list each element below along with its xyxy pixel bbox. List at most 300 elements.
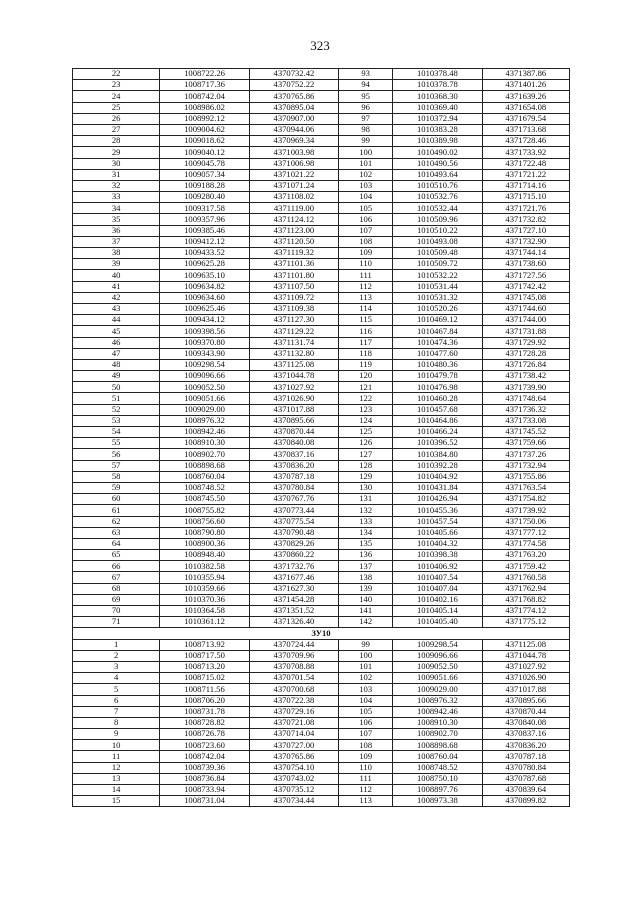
- table-row: [73, 751, 570, 762]
- table-cell: 4371119.32: [249, 248, 338, 259]
- table-cell: 4371732.94: [482, 460, 569, 471]
- table-cell: 4371003.98: [249, 147, 338, 158]
- table-cell: 118: [339, 348, 393, 359]
- table-cell: 115: [339, 315, 393, 326]
- table-cell: 1008739.36: [160, 762, 249, 773]
- table-cell: 42: [73, 292, 160, 303]
- table-cell: 107: [339, 225, 393, 236]
- table-cell: 4370714.04: [249, 729, 338, 740]
- table-cell: 130: [339, 482, 393, 493]
- table-row: [73, 303, 570, 314]
- table-cell: 4370839.64: [482, 785, 569, 796]
- table-cell: 4371744.60: [482, 303, 569, 314]
- table-cell: 1008898.68: [393, 740, 482, 751]
- table-row: [73, 661, 570, 672]
- table-cell: 113: [339, 796, 393, 807]
- table-cell: 51: [73, 393, 160, 404]
- table-cell: 30: [73, 158, 160, 169]
- table-cell: 1: [73, 639, 160, 650]
- table-cell: 71: [73, 617, 160, 628]
- table-cell: 1008976.32: [393, 695, 482, 706]
- table-cell: 4371044.78: [249, 371, 338, 382]
- table-cell: 1008723.60: [160, 740, 249, 751]
- table-cell: 137: [339, 561, 393, 572]
- table-cell: 4370895.66: [249, 415, 338, 426]
- table-cell: 1010490.56: [393, 158, 482, 169]
- table-cell: 4371738.60: [482, 259, 569, 270]
- table-row: [73, 147, 570, 158]
- table-cell: 1009634.60: [160, 292, 249, 303]
- table-cell: 48: [73, 359, 160, 370]
- table-cell: 10: [73, 740, 160, 751]
- table-cell: 1008726.78: [160, 729, 249, 740]
- table-cell: 1010477.60: [393, 348, 482, 359]
- table-cell: 1010382.58: [160, 561, 249, 572]
- table-cell: 4371101.36: [249, 259, 338, 270]
- table-cell: 1009343.90: [160, 348, 249, 359]
- table-cell: 128: [339, 460, 393, 471]
- table-row: [73, 583, 570, 594]
- table-cell: 106: [339, 214, 393, 225]
- table-cell: 4370700.68: [249, 684, 338, 695]
- table-cell: 4371750.06: [482, 516, 569, 527]
- table-cell: 1010460.28: [393, 393, 482, 404]
- table-cell: 1008755.82: [160, 505, 249, 516]
- table-cell: 116: [339, 326, 393, 337]
- table-cell: 4371715.10: [482, 192, 569, 203]
- table-cell: 4371027.92: [249, 382, 338, 393]
- section-title: ЗУ10: [73, 628, 570, 639]
- table-cell: 1009018.62: [160, 136, 249, 147]
- table-cell: 55: [73, 438, 160, 449]
- table-cell: 1008790.80: [160, 527, 249, 538]
- table-cell: 1010467.84: [393, 326, 482, 337]
- table-cell: 109: [339, 751, 393, 762]
- table-cell: 1008750.10: [393, 773, 482, 784]
- table-cell: 1009434.12: [160, 315, 249, 326]
- table-cell: 104: [339, 695, 393, 706]
- table-cell: 1009412.12: [160, 236, 249, 247]
- table-cell: 1008711.56: [160, 684, 249, 695]
- table-cell: 4371775.12: [482, 617, 569, 628]
- table-cell: 4370765.86: [249, 751, 338, 762]
- table-cell: 1008745.50: [160, 494, 249, 505]
- table-cell: 113: [339, 292, 393, 303]
- table-cell: 140: [339, 594, 393, 605]
- table-cell: 69: [73, 594, 160, 605]
- table-cell: 4371744.14: [482, 248, 569, 259]
- table-cell: 1010464.86: [393, 415, 482, 426]
- table-cell: 4371006.98: [249, 158, 338, 169]
- table-row: [73, 102, 570, 113]
- table-cell: 1008736.84: [160, 773, 249, 784]
- table-cell: 27: [73, 124, 160, 135]
- table-cell: 4371326.40: [249, 617, 338, 628]
- table-cell: 22: [73, 69, 160, 80]
- table-cell: 1010510.76: [393, 180, 482, 191]
- table-cell: 121: [339, 382, 393, 393]
- table-cell: 4371763.54: [482, 482, 569, 493]
- table-row: [73, 270, 570, 281]
- table-cell: 126: [339, 438, 393, 449]
- table-cell: 1010520.26: [393, 303, 482, 314]
- table-cell: 12: [73, 762, 160, 773]
- table-cell: 4370944.06: [249, 124, 338, 135]
- table-cell: 4370907.00: [249, 113, 338, 124]
- table-row: [73, 673, 570, 684]
- table-row: [73, 717, 570, 728]
- table-cell: 134: [339, 527, 393, 538]
- table-cell: 122: [339, 393, 393, 404]
- table-cell: 106: [339, 717, 393, 728]
- table-cell: 40: [73, 270, 160, 281]
- table-cell: 46: [73, 337, 160, 348]
- table-cell: 4371454.28: [249, 594, 338, 605]
- table-cell: 25: [73, 102, 160, 113]
- table-cell: 59: [73, 482, 160, 493]
- table-row: [73, 639, 570, 650]
- table-cell: 52: [73, 404, 160, 415]
- table-cell: 4371739.92: [482, 505, 569, 516]
- table-cell: 100: [339, 650, 393, 661]
- table-cell: 1009398.56: [160, 326, 249, 337]
- table-cell: 43: [73, 303, 160, 314]
- table-row: [73, 337, 570, 348]
- table-cell: 94: [339, 80, 393, 91]
- table-row: [73, 203, 570, 214]
- table-row: [73, 415, 570, 426]
- table-cell: 68: [73, 583, 160, 594]
- table-cell: 1008898.68: [160, 460, 249, 471]
- table-cell: 4371733.92: [482, 147, 569, 158]
- table-cell: 63: [73, 527, 160, 538]
- coordinates-table: [72, 68, 570, 807]
- table-cell: 1010509.48: [393, 248, 482, 259]
- table-cell: 1009634.82: [160, 281, 249, 292]
- table-cell: 4371026.90: [249, 393, 338, 404]
- table-cell: 1008973.38: [393, 796, 482, 807]
- table-cell: 4370837.16: [482, 729, 569, 740]
- table-cell: 1010389.98: [393, 136, 482, 147]
- table-cell: 1008733.94: [160, 785, 249, 796]
- table-row: [73, 192, 570, 203]
- table-row: [73, 785, 570, 796]
- table-cell: 4370836.20: [482, 740, 569, 751]
- table-cell: 1010426.94: [393, 494, 482, 505]
- table-cell: 96: [339, 102, 393, 113]
- table-cell: 108: [339, 740, 393, 751]
- table-cell: 1008742.04: [160, 751, 249, 762]
- table-cell: 119: [339, 359, 393, 370]
- table-row: [73, 706, 570, 717]
- table-cell: 4371727.56: [482, 270, 569, 281]
- table-cell: 70: [73, 606, 160, 617]
- table-cell: 35: [73, 214, 160, 225]
- table-cell: 1009188.28: [160, 180, 249, 191]
- table-cell: 138: [339, 572, 393, 583]
- table-cell: 1010355.94: [160, 572, 249, 583]
- section-header-row: [73, 628, 570, 639]
- table-row: [73, 427, 570, 438]
- table-cell: 1008992.12: [160, 113, 249, 124]
- table-cell: 56: [73, 449, 160, 460]
- table-cell: 1008760.04: [160, 471, 249, 482]
- table-row: [73, 729, 570, 740]
- table-cell: 1008713.20: [160, 661, 249, 672]
- table-cell: 125: [339, 427, 393, 438]
- table-cell: 4371726.84: [482, 359, 569, 370]
- table-row: [73, 281, 570, 292]
- table-cell: 4371768.82: [482, 594, 569, 605]
- table-row: [73, 449, 570, 460]
- table-row: [73, 359, 570, 370]
- table-cell: 4370754.10: [249, 762, 338, 773]
- table-cell: 1008731.04: [160, 796, 249, 807]
- table-cell: 1009051.66: [160, 393, 249, 404]
- table-cell: 111: [339, 270, 393, 281]
- table-cell: 38: [73, 248, 160, 259]
- table-cell: 1010372.94: [393, 113, 482, 124]
- table-cell: 1010406.92: [393, 561, 482, 572]
- table-cell: 97: [339, 113, 393, 124]
- table-cell: 4370840.08: [482, 717, 569, 728]
- table-cell: 4371677.46: [249, 572, 338, 583]
- table-cell: 4370765.86: [249, 91, 338, 102]
- table-cell: 4371627.30: [249, 583, 338, 594]
- table-cell: 2: [73, 650, 160, 661]
- table-cell: 4370837.16: [249, 449, 338, 460]
- table-cell: 4370724.44: [249, 639, 338, 650]
- table-cell: 112: [339, 785, 393, 796]
- table-cell: 29: [73, 147, 160, 158]
- table-cell: 4371745.52: [482, 427, 569, 438]
- table-cell: 1010392.28: [393, 460, 482, 471]
- table-cell: 4371728.46: [482, 136, 569, 147]
- table-row: [73, 315, 570, 326]
- page-number: 323: [310, 38, 330, 53]
- table-cell: 1010509.72: [393, 259, 482, 270]
- table-cell: 141: [339, 606, 393, 617]
- table-cell: 4371639.26: [482, 91, 569, 102]
- table-cell: 1010396.52: [393, 438, 482, 449]
- table-row: [73, 236, 570, 247]
- table-cell: 1008742.04: [160, 91, 249, 102]
- table-row: [73, 482, 570, 493]
- table-cell: 8: [73, 717, 160, 728]
- table-row: [73, 550, 570, 561]
- table-cell: 4370721.08: [249, 717, 338, 728]
- table-row: [73, 91, 570, 102]
- table-cell: 108: [339, 236, 393, 247]
- table-cell: 4370895.66: [482, 695, 569, 706]
- table-row: [73, 494, 570, 505]
- table-cell: 4370840.08: [249, 438, 338, 449]
- table-row: [73, 505, 570, 516]
- table-cell: 61: [73, 505, 160, 516]
- table-row: [73, 124, 570, 135]
- table-cell: 1009052.50: [393, 661, 482, 672]
- table-cell: 4371017.88: [249, 404, 338, 415]
- table-cell: 4370860.22: [249, 550, 338, 561]
- table-cell: 1009298.54: [160, 359, 249, 370]
- table-cell: 1009625.46: [160, 303, 249, 314]
- table-cell: 1008706.20: [160, 695, 249, 706]
- table-cell: 4371729.92: [482, 337, 569, 348]
- table-cell: 4371027.92: [482, 661, 569, 672]
- table-row: [73, 516, 570, 527]
- table-cell: 1009625.28: [160, 259, 249, 270]
- table-cell: 1008731.78: [160, 706, 249, 717]
- table-cell: 1009051.66: [393, 673, 482, 684]
- table-row: [73, 348, 570, 359]
- table-cell: 1010479.78: [393, 371, 482, 382]
- table-cell: 4371021.22: [249, 169, 338, 180]
- table-cell: 1008910.30: [160, 438, 249, 449]
- table-cell: 1009040.12: [160, 147, 249, 158]
- table-cell: 45: [73, 326, 160, 337]
- table-cell: 1009096.66: [393, 650, 482, 661]
- table-cell: 1008976.32: [160, 415, 249, 426]
- table-cell: 4371754.82: [482, 494, 569, 505]
- table-cell: 4371755.86: [482, 471, 569, 482]
- table-cell: 1010384.80: [393, 449, 482, 460]
- table-cell: 101: [339, 661, 393, 672]
- table-cell: 1010531.32: [393, 292, 482, 303]
- table-cell: 62: [73, 516, 160, 527]
- table-row: [73, 326, 570, 337]
- table-cell: 1009057.34: [160, 169, 249, 180]
- table-cell: 1008717.50: [160, 650, 249, 661]
- table-cell: 4370708.88: [249, 661, 338, 672]
- table-cell: 24: [73, 91, 160, 102]
- table-cell: 14: [73, 785, 160, 796]
- table-cell: 1009052.50: [160, 382, 249, 393]
- table-cell: 50: [73, 382, 160, 393]
- table-cell: 44: [73, 315, 160, 326]
- table-cell: 4371654.08: [482, 102, 569, 113]
- table-cell: 142: [339, 617, 393, 628]
- table-row: [73, 136, 570, 147]
- table-cell: 4371127.30: [249, 315, 338, 326]
- table-cell: 4370836.20: [249, 460, 338, 471]
- table-cell: 1010476.98: [393, 382, 482, 393]
- table-cell: 58: [73, 471, 160, 482]
- table-cell: 65: [73, 550, 160, 561]
- table-cell: 1008722.26: [160, 69, 249, 80]
- table-cell: 36: [73, 225, 160, 236]
- table-cell: 4371107.50: [249, 281, 338, 292]
- table-row: [73, 561, 570, 572]
- table-cell: 99: [339, 136, 393, 147]
- table-row: [73, 650, 570, 661]
- table-cell: 1010407.54: [393, 572, 482, 583]
- table-cell: 4371721.76: [482, 203, 569, 214]
- table-row: [73, 393, 570, 404]
- table-cell: 4370787.18: [482, 751, 569, 762]
- table-cell: 1008713.92: [160, 639, 249, 650]
- table-cell: 1010383.28: [393, 124, 482, 135]
- table-cell: 33: [73, 192, 160, 203]
- table-cell: 4371129.22: [249, 326, 338, 337]
- table-cell: 1010532.44: [393, 203, 482, 214]
- table-cell: 4371774.58: [482, 538, 569, 549]
- table-cell: 4370767.76: [249, 494, 338, 505]
- table-row: [73, 158, 570, 169]
- table-row: [73, 80, 570, 91]
- table-cell: 1008897.76: [393, 785, 482, 796]
- table-cell: 1010474.36: [393, 337, 482, 348]
- table-cell: 4370735.12: [249, 785, 338, 796]
- table-cell: 104: [339, 192, 393, 203]
- table-cell: 1008986.02: [160, 102, 249, 113]
- table-cell: 1008942.46: [393, 706, 482, 717]
- table-row: [73, 740, 570, 751]
- table-cell: 132: [339, 505, 393, 516]
- table-cell: 4371387.86: [482, 69, 569, 80]
- table-cell: 4371742.42: [482, 281, 569, 292]
- table-cell: 4371760.58: [482, 572, 569, 583]
- table-cell: 120: [339, 371, 393, 382]
- table-cell: 127: [339, 449, 393, 460]
- table-cell: 4371124.12: [249, 214, 338, 225]
- table-cell: 139: [339, 583, 393, 594]
- table-cell: 4370870.44: [482, 706, 569, 717]
- table-cell: 32: [73, 180, 160, 191]
- table-cell: 1009298.54: [393, 639, 482, 650]
- table-cell: 1008942.46: [160, 427, 249, 438]
- table-cell: 4371763.20: [482, 550, 569, 561]
- table-cell: 1010405.40: [393, 617, 482, 628]
- table-cell: 1010457.68: [393, 404, 482, 415]
- table-row: [73, 180, 570, 191]
- table-cell: 1010457.54: [393, 516, 482, 527]
- table-cell: 28: [73, 136, 160, 147]
- table-cell: 1009385.46: [160, 225, 249, 236]
- table-cell: 1010370.36: [160, 594, 249, 605]
- table-cell: 100: [339, 147, 393, 158]
- table-cell: 4371737.26: [482, 449, 569, 460]
- table-row: [73, 371, 570, 382]
- table-cell: 4371131.74: [249, 337, 338, 348]
- table-cell: 1010368.30: [393, 91, 482, 102]
- table-cell: 4370787.18: [249, 471, 338, 482]
- table-cell: 1010369.40: [393, 102, 482, 113]
- table-cell: 1010466.24: [393, 427, 482, 438]
- table-cell: 4371713.68: [482, 124, 569, 135]
- table-cell: 1010361.12: [160, 617, 249, 628]
- table-cell: 57: [73, 460, 160, 471]
- table-cell: 101: [339, 158, 393, 169]
- table-cell: 129: [339, 471, 393, 482]
- table-cell: 4370790.48: [249, 527, 338, 538]
- table-cell: 131: [339, 494, 393, 505]
- table-row: [73, 684, 570, 695]
- table-cell: 4371132.80: [249, 348, 338, 359]
- table-cell: 1010469.12: [393, 315, 482, 326]
- table-cell: 37: [73, 236, 160, 247]
- table-cell: 1008717.36: [160, 80, 249, 91]
- table-cell: 4371071.24: [249, 180, 338, 191]
- table-cell: 124: [339, 415, 393, 426]
- table-cell: 103: [339, 684, 393, 695]
- table-cell: 1008748.52: [160, 482, 249, 493]
- table-cell: 47: [73, 348, 160, 359]
- table-cell: 1009004.62: [160, 124, 249, 135]
- table-cell: 123: [339, 404, 393, 415]
- table-cell: 111: [339, 773, 393, 784]
- table-cell: 1010398.38: [393, 550, 482, 561]
- table-cell: 4: [73, 673, 160, 684]
